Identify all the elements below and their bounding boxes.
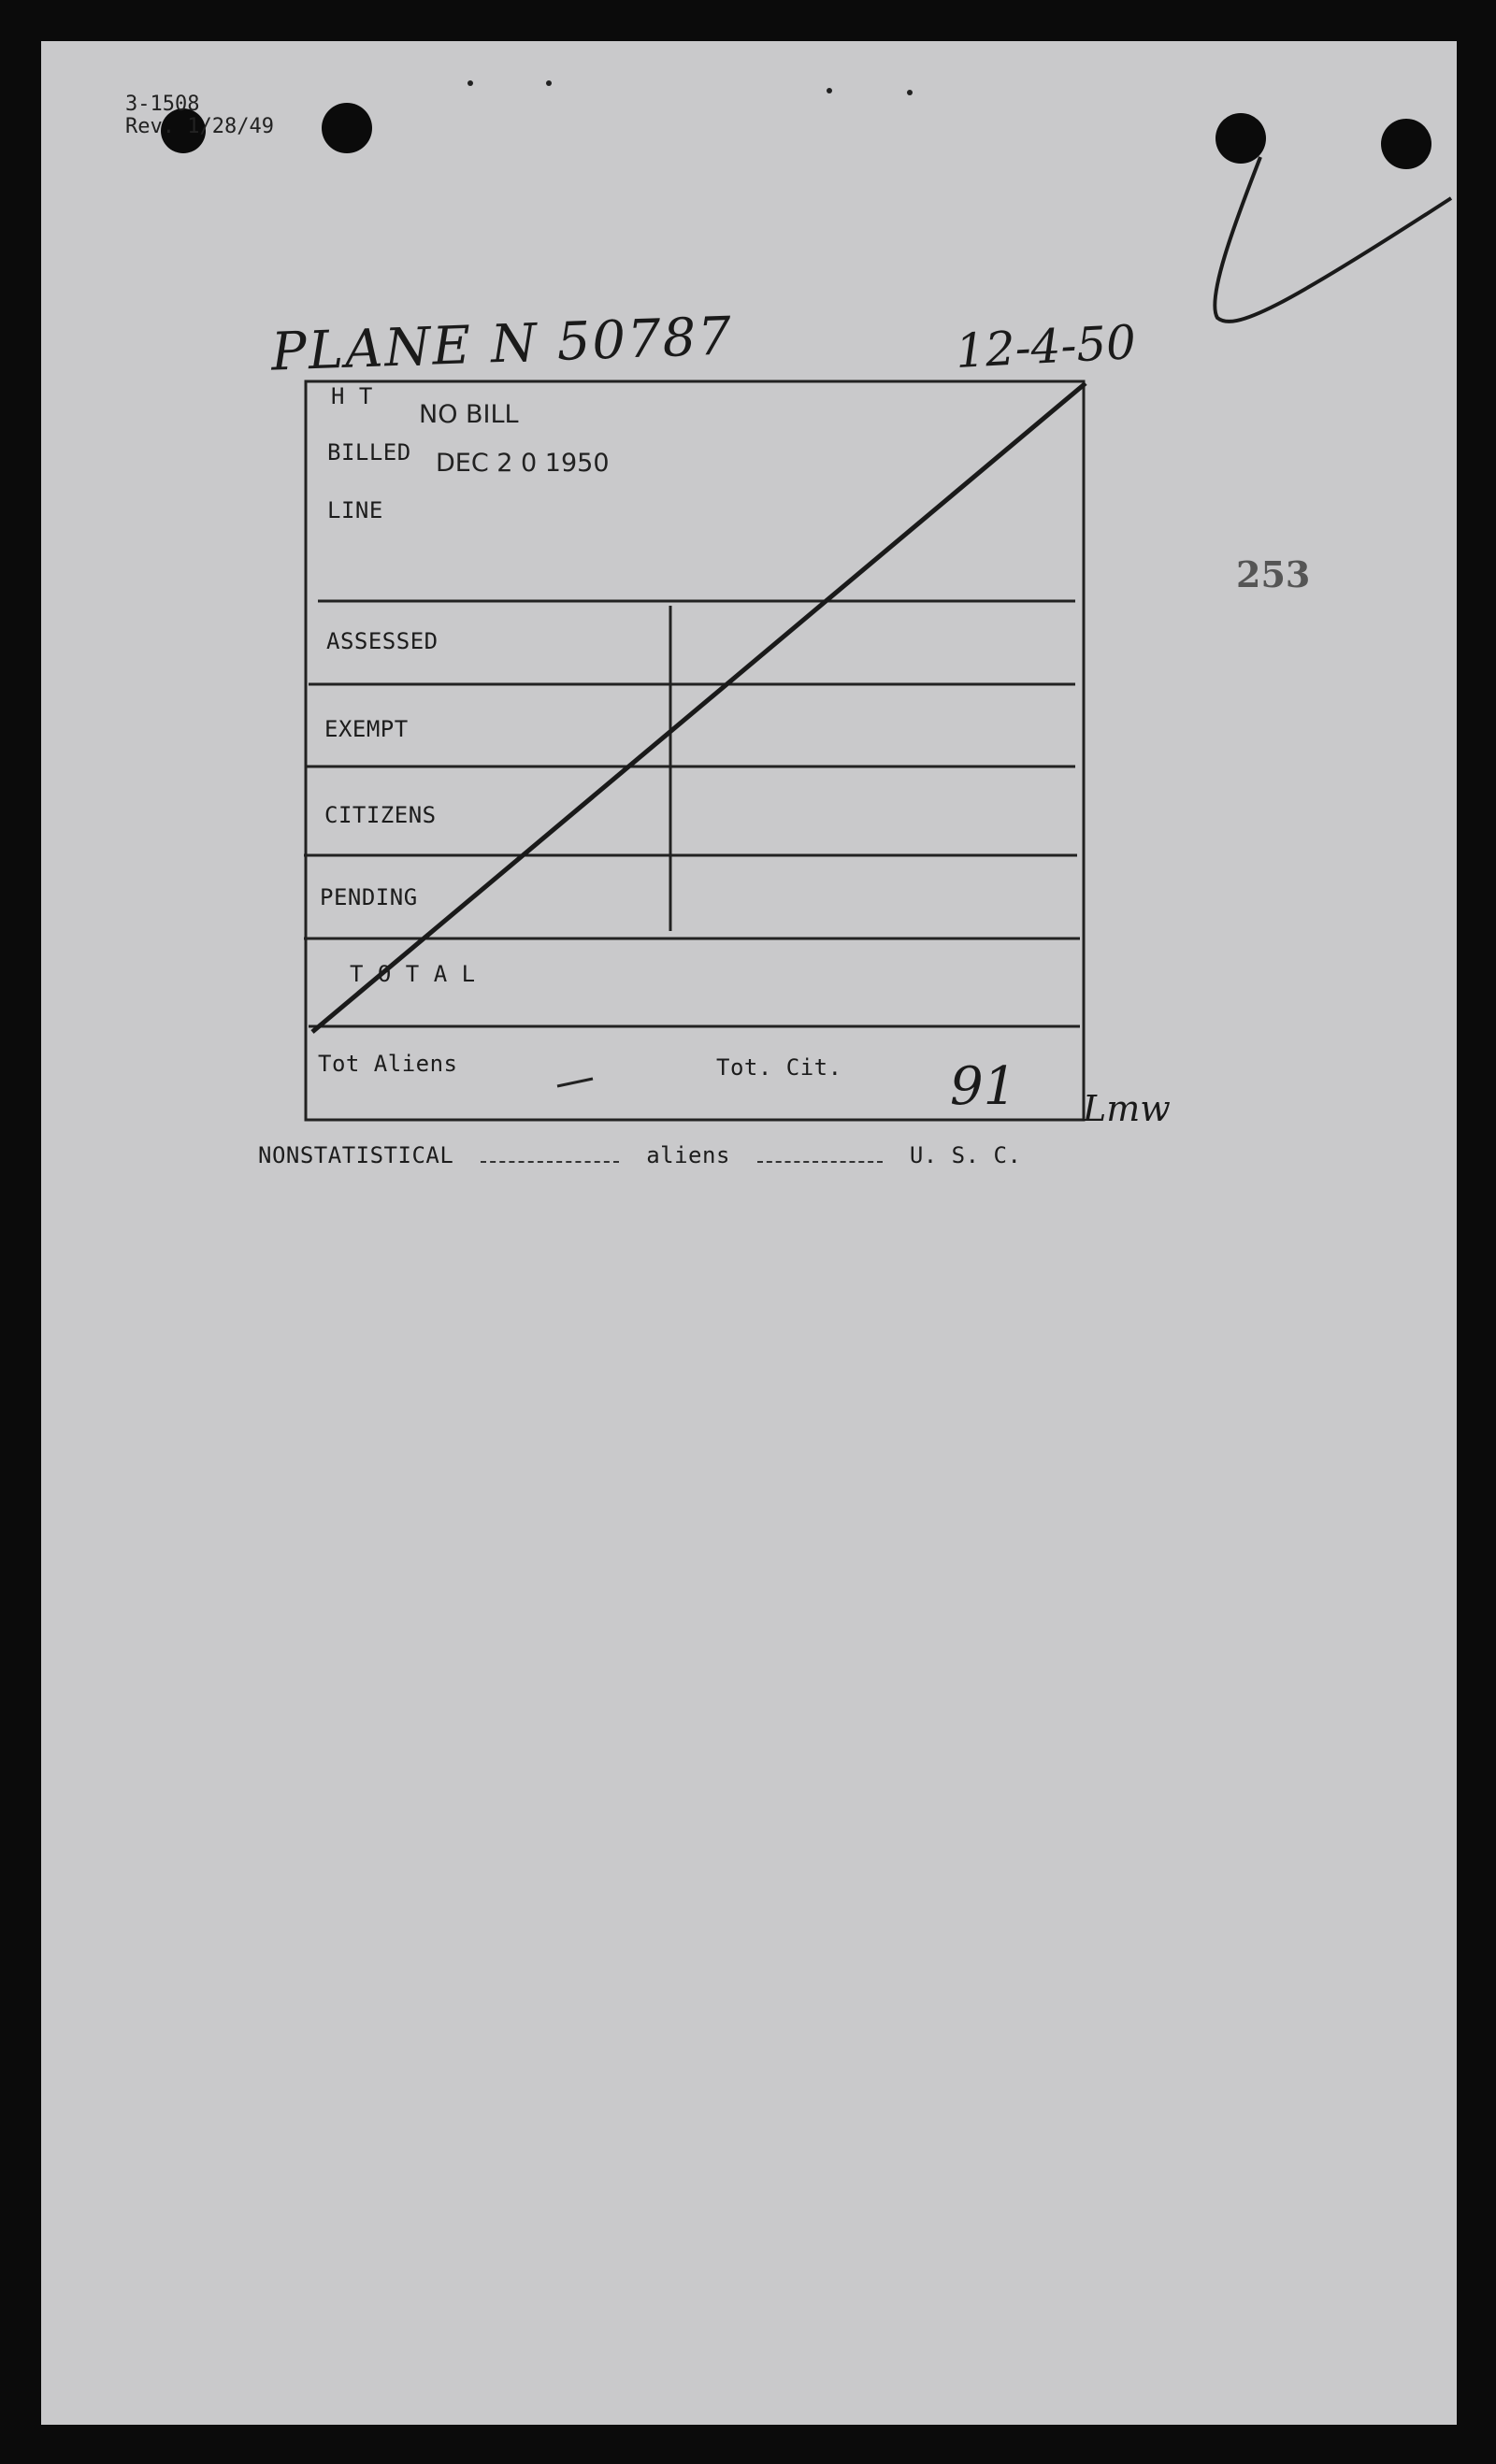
usc-label: U. S. C. [909,1142,1022,1168]
handwritten-date: 12-4-50 [954,314,1138,380]
billed-label: BILLED [327,439,411,466]
handwritten-count: 91 [950,1056,1017,1117]
no-bill-stamp: NO BILL [419,400,519,429]
strike-through-line [312,383,1086,1032]
handwritten-plane-number: PLANE N 50787 [270,306,734,383]
row-label-citizens: CITIZENS [324,802,437,828]
row-label-pending: PENDING [320,884,418,910]
form-box-border [306,381,1084,1120]
tot-aliens-label: Tot Aliens [318,1051,458,1077]
nonstatistical-line [258,1142,1021,1168]
row-label-exempt: EXEMPT [324,716,409,742]
nonstatistical-label: NONSTATISTICAL [258,1142,454,1168]
tot-aliens-dash [557,1079,593,1086]
aliens-label: aliens [646,1142,730,1168]
handwritten-initials: Lmw [1083,1088,1171,1129]
form-number-code: 3-1508 [125,93,200,116]
billed-date-stamp: DEC 2 0 1950 [436,449,610,478]
row-label-assessed: ASSESSED [326,628,439,654]
line-label: LINE [327,497,383,523]
nonstatistical-blank [481,1161,619,1163]
page-number: 253 [1236,553,1311,595]
tot-cit-label: Tot. Cit. [716,1054,842,1081]
handwritten-checkmark [1215,157,1451,322]
total-label: T O T A L [350,961,476,987]
ht-label: H T [331,383,373,409]
usc-blank [757,1161,883,1163]
form-revision: Rev. 1/28/49 [125,115,274,138]
